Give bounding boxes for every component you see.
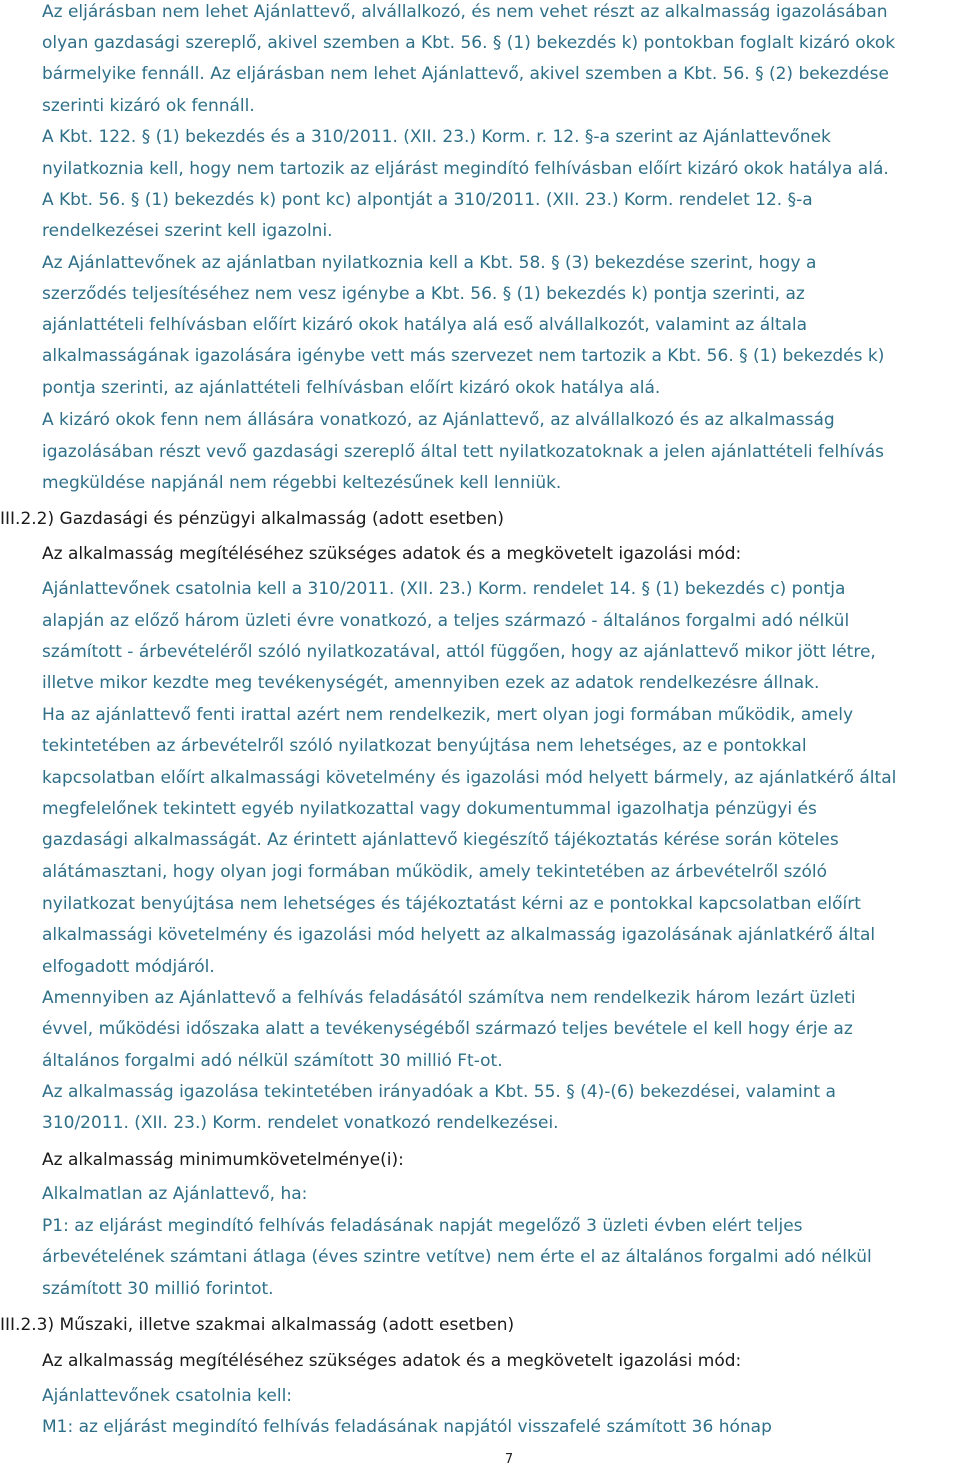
text-line: évvel, működési időszaka alatt a tevékenységéből származó teljes bevétele el kell hogy érje az (42, 1019, 853, 1039)
text-line: olyan gazdasági szereplő, akivel szemben a Kbt. 56. § (1) bekezdés k) pontokban foglalt kizáró okok (42, 33, 896, 53)
text-line: A kizáró okok fenn nem állására vonatkozó, az Ajánlattevő, az alvállalkozó és az alkalmasság (42, 410, 835, 430)
subheading: Az alkalmasság minimumkövetelménye(i): (42, 1150, 404, 1170)
text-line: rendelkezései szerint kell igazolni. (42, 221, 333, 241)
text-line: ajánlattételi felhívásban előírt kizáró okok hatálya alá eső alvállalkozót, valamint az általa (42, 315, 808, 335)
text-line: nyilatkoznia kell, hogy nem tartozik az eljárást megindító felhívásban előírt kizáró okok hatálya alá. (42, 159, 889, 179)
text-line: kapcsolatban előírt alkalmassági követelmény és igazolási mód helyett bármely, az ajánlatkérő által (42, 768, 897, 788)
text-line: Az Ajánlattevőnek az ajánlatban nyilatkoznia kell a Kbt. 58. § (3) bekezdése szerint, hogy a (42, 253, 817, 273)
text-line: igazolásában részt vevő gazdasági szereplő által tett nyilatkozatoknak a jelen ajánlattételi felhívás (42, 442, 885, 462)
text-line: gazdasági alkalmasságát. Az érintett ajánlattevő kiegészítő tájékoztatás kérése során köteles (42, 830, 839, 850)
text-line: A Kbt. 56. § (1) bekezdés k) pont kc) alpontját a 310/2011. (XII. 23.) Korm. rendelet 12. §-a (42, 190, 813, 210)
text-line: Az eljárásban nem lehet Ajánlattevő, alvállalkozó, és nem vehet részt az alkalmasság igazolásában (42, 2, 888, 22)
text-line: Ajánlattevőnek csatolnia kell: (42, 1386, 293, 1406)
text-line: 310/2011. (XII. 23.) Korm. rendelet vonatkozó rendelkezései. (42, 1113, 559, 1133)
subheading: Az alkalmasság megítéléséhez szükséges adatok és a megkövetelt igazolási mód: (42, 544, 742, 564)
text-line: Ha az ajánlattevő fenti irattal azért nem rendelkezik, mert olyan jogi formában működik, amely (42, 705, 854, 725)
text-line: Az alkalmasság igazolása tekintetében irányadóak a Kbt. 55. § (4)-(6) bekezdései, valamint a (42, 1082, 836, 1102)
text-line: alátámasztani, hogy olyan jogi formában működik, amely tekintetében az árbevételről szóló (42, 862, 827, 882)
text-line: M1: az eljárást megindító felhívás feladásának napjától visszafelé számított 36 hónap (42, 1417, 772, 1437)
page-number: 7 (504, 1452, 514, 1467)
text-line: bármelyike fennáll. Az eljárásban nem lehet Ajánlattevő, akivel szemben a Kbt. 56. § (2) bekezdése (42, 64, 889, 84)
text-line: alkalmassági követelmény és igazolási mód helyett az alkalmasság igazolásának ajánlatkérő által (42, 925, 876, 945)
text-line: A Kbt. 122. § (1) bekezdés és a 310/2011. (XII. 23.) Korm. r. 12. §-a szerint az Ajánlattevőnek (42, 127, 831, 147)
text-line: Alkalmatlan az Ajánlattevő, ha: (42, 1184, 308, 1204)
text-line: Amennyiben az Ajánlattevő a felhívás feladásától számítva nem rendelkezik három lezárt üzleti (42, 988, 856, 1008)
text-line: megfelelőnek tekintett egyéb nyilatkozattal vagy dokumentummal igazolhatja pénzügyi és (42, 799, 817, 819)
text-line: szerződés teljesítéséhez nem vesz igénybe a Kbt. 56. § (1) bekezdés k) pontja szerinti, az (42, 284, 805, 304)
text-line: megküldése napjánál nem régebbi keltezésűnek kell lenniük. (42, 473, 562, 493)
text-line: szerinti kizáró ok fennáll. (42, 96, 255, 116)
text-line: árbevételének számtani átlaga (éves szintre vetítve) nem érte el az általános forgalmi adó nélkül (42, 1247, 872, 1267)
text-line: számított 30 millió forintot. (42, 1279, 274, 1299)
text-line: nyilatkozat benyújtása nem lehetséges és tájékoztatást kérni az e pontokkal kapcsolatban előírt (42, 894, 861, 914)
section-heading: III.2.2) Gazdasági és pénzügyi alkalmasság (adott esetben) (0, 509, 505, 529)
text-line: illetve mikor kezdte meg tevékenységét, amennyiben ezek az adatok rendelkezésre állnak. (42, 673, 820, 693)
subheading: Az alkalmasság megítéléséhez szükséges adatok és a megkövetelt igazolási mód: (42, 1351, 742, 1371)
text-line: P1: az eljárást megindító felhívás feladásának napját megelőző 3 üzleti évben elért teljes (42, 1216, 803, 1236)
text-line: elfogadott módjáról. (42, 957, 215, 977)
section-heading: III.2.3) Műszaki, illetve szakmai alkalmasság (adott esetben) (0, 1315, 515, 1335)
text-line: pontja szerinti, az ajánlattételi felhívásban előírt kizáró okok hatálya alá. (42, 378, 661, 398)
text-line: alapján az előző három üzleti évre vonatkozó, a teljes származó - általános forgalmi adó nélkül (42, 611, 850, 631)
text-line: alkalmasságának igazolására igénybe vett más szervezet nem tartozik a Kbt. 56. § (1) bekezdés k) (42, 346, 885, 366)
text-line: számított - árbevételéről szóló nyilatkozatával, attól függően, hogy az ajánlattevő mikor jött létre, (42, 642, 876, 662)
text-line: Ajánlattevőnek csatolnia kell a 310/2011. (XII. 23.) Korm. rendelet 14. § (1) bekezdés c) pontja (42, 579, 846, 599)
text-line: tekintetében az árbevételről szóló nyilatkozat benyújtása nem lehetséges, az e pontokkal (42, 736, 807, 756)
text-line: általános forgalmi adó nélkül számított 30 millió Ft-ot. (42, 1051, 503, 1071)
